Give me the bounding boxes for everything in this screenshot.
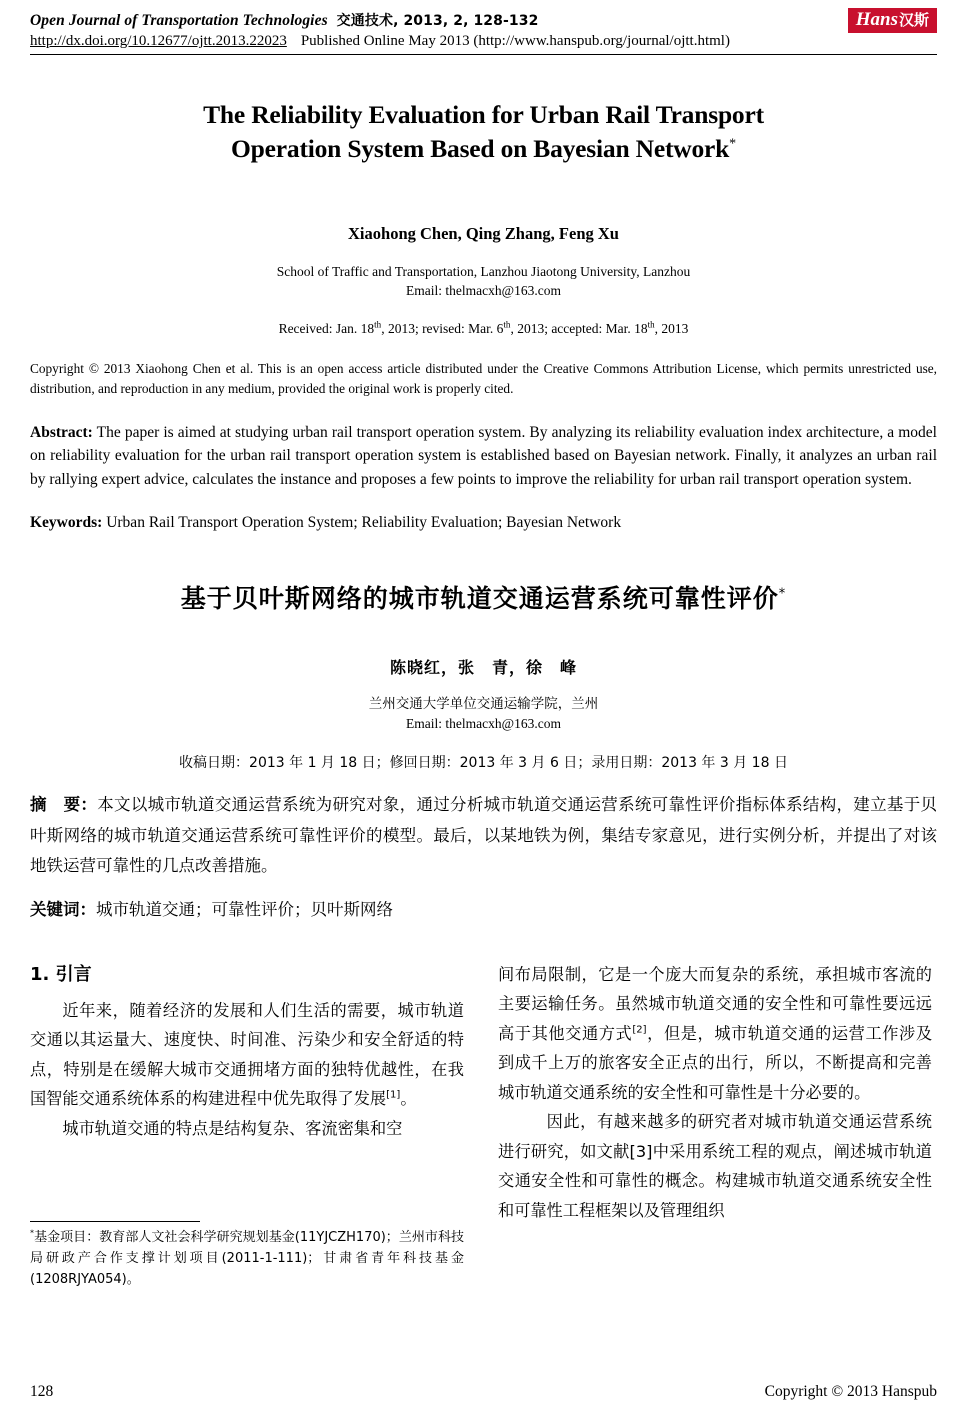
body-column-right	[498, 960, 932, 1290]
citation-ref-1: [1]	[386, 1089, 401, 1101]
body-text-left	[30, 996, 464, 1143]
keywords-block	[30, 511, 937, 534]
paragraph	[498, 960, 932, 1107]
received-dates-cn: 收稿日期：2013 年 1 月 18 日；修回日期：2013 年 3 月 6 日；录用日期：2013 年 3 月 18 日	[179, 755, 788, 772]
paragraph: 城市轨道交通的特点是结构复杂、客流密集和空	[62, 1118, 403, 1138]
title-cn: 基于贝叶斯网络的城市轨道交通运营系统可靠性评价	[180, 583, 779, 613]
journal-title-cn: 交通技术	[336, 13, 394, 29]
affiliation: School of Traffic and Transportation, Lanzhou Jiaotong University, Lanzhou	[276, 263, 691, 279]
author-list: Xiaohong Chen, Qing Zhang, Feng Xu	[348, 223, 619, 243]
affiliation-block-cn	[30, 694, 937, 735]
abstract-block-cn	[30, 790, 937, 882]
footer-copyright: Copyright © 2013 Hanspub	[764, 1383, 937, 1400]
abstract-label-cn: 摘 要：	[30, 795, 98, 815]
footnote-text-wrap	[30, 1227, 464, 1290]
abstract-text-cn: 本文以城市轨道交通运营系统为研究对象，通过分析城市轨道交通运营系统可靠性评价指标体系结构，建立基于贝叶斯网络的城市轨道交通运营系统可靠性评价的模型。最后，以某地铁为例，集结专家意见，进行实例分析，并提出了对该地铁运营可靠性的几点改善措施。	[30, 795, 938, 876]
journal-title: Open Journal of Transportation Technologies	[30, 12, 328, 29]
title-line-2: Operation System Based on Bayesian Network	[231, 133, 730, 163]
citation-ref-2: [2]	[632, 1024, 647, 1036]
right-para-1-cont: ，但是，城市轨道交通的运营工作涉及到成千上万的旅客安全正点的出行，所以，不断提高和完善城市轨道交通系统的安全性和可靠性是十分必要的。	[498, 1023, 933, 1102]
abstract-text: The paper is aimed at studying urban rail transport operation system. By analyzing its reliability evaluation index architecture, a model on reliability evaluation for the urban rail transport operation system is established based on Bayesian network. Finally, it analyzes an urban rail by rallying expert advice, calculates the instance and proposes a few points to improve the reliability for urban rail transport operation system.	[30, 423, 937, 488]
doi-link[interactable]: http://dx.doi.org/10.12677/ojtt.2013.22023	[30, 33, 287, 49]
keywords-label-cn: 关键词：	[30, 899, 96, 919]
keywords-block-cn	[30, 896, 937, 924]
body-columns	[30, 960, 937, 1290]
affiliation-cn: 兰州交通大学单位交通运输学院，兰州	[368, 695, 599, 712]
section-heading-1: 1. 引言	[30, 963, 92, 985]
title-footnote-marker: *	[729, 136, 736, 152]
header-divider	[30, 54, 937, 55]
title-line-2-wrap	[30, 132, 937, 166]
title-cn-footnote-marker: *	[778, 586, 787, 602]
page-number: 128	[30, 1383, 54, 1400]
keywords-text-cn: 城市轨道交通；可靠性评价；贝叶斯网络	[96, 899, 393, 919]
footnote-area	[30, 1221, 464, 1290]
left-para-1: 近年来，随着经济的发展和人们生活的需要，城市轨道交通以其运量大、速度快、时间准、污染少和安全舒适的特点，特别是在缓解大城市交通拥堵方面的独特优越性，在我国智能交通系统体系的构建进程中优先取得了发展	[30, 1000, 464, 1109]
page-footer	[30, 1383, 937, 1401]
paragraph: 因此，有越来越多的研究者对城市轨道交通运营系统进行研究，如文献[3]中采用系统工程的观点，阐述城市轨道交通安全性和可靠性的概念。构建城市轨道交通系统安全性和可靠性工程框架以及管理组织	[498, 1112, 932, 1220]
affiliation-block	[30, 262, 937, 301]
body-text-right	[498, 960, 932, 1225]
footnote-divider	[30, 1221, 200, 1222]
received-dates: Received: Jan. 18th, 2013; revised: Mar. 6th, 2013; accepted: Mar. 18th, 2013	[278, 319, 689, 336]
footnote-text: 基金项目：教育部人文社会科学研究规划基金(11YJCZH170)；兰州市科技局研政产合作支撑计划项目(2011-1-111)；甘肃省青年科技基金(1208RJYA054)。	[30, 1229, 464, 1287]
left-para-1-end: 。	[400, 1089, 417, 1109]
copyright-statement: Copyright © 2013 Xiaohong Chen et al. This is an open access article distributed under the Creative Commons Attribution License, which permits unrestricted use, distribution, and reproduction in any medium, provided the original work is properly cited.	[30, 360, 937, 396]
body-column-left	[30, 960, 464, 1290]
author-list-cn: 陈晓红，张 青，徐 峰	[389, 657, 577, 677]
title-line-1: The Reliability Evaluation for Urban Rail Transport	[203, 100, 764, 129]
page-title-cn	[30, 579, 937, 615]
published-online-note: Published Online May 2013 (http://www.hanspub.org/journal/ojtt.html)	[300, 33, 730, 49]
abstract-label: Abstract:	[30, 423, 93, 441]
page-title	[30, 98, 937, 166]
journal-title-line	[30, 10, 937, 30]
hans-publisher-logo	[848, 8, 937, 33]
hans-logo-text: Hans	[855, 9, 898, 30]
page-header	[30, 10, 937, 62]
keywords-label: Keywords:	[30, 514, 103, 532]
paragraph	[30, 996, 464, 1114]
footnote-marker: *	[30, 1228, 35, 1238]
doi-line	[30, 33, 937, 50]
journal-issue-info: , 2013, 2, 128-132	[393, 13, 539, 29]
hans-logo-text-cn: 汉斯	[898, 11, 929, 29]
email-cn: Email: thelmacxh@163.com	[406, 715, 561, 731]
abstract-block	[30, 421, 937, 492]
email: Email: thelmacxh@163.com	[406, 283, 561, 299]
right-para-1: 间布局限制，它是一个庞大而复杂的系统，承担城市客流的主要运输任务。虽然城市轨道交通的安全性和可靠性要远远高于其他交通方式	[498, 964, 932, 1043]
keywords-text: Urban Rail Transport Operation System; Reliability Evaluation; Bayesian Network	[102, 514, 622, 532]
